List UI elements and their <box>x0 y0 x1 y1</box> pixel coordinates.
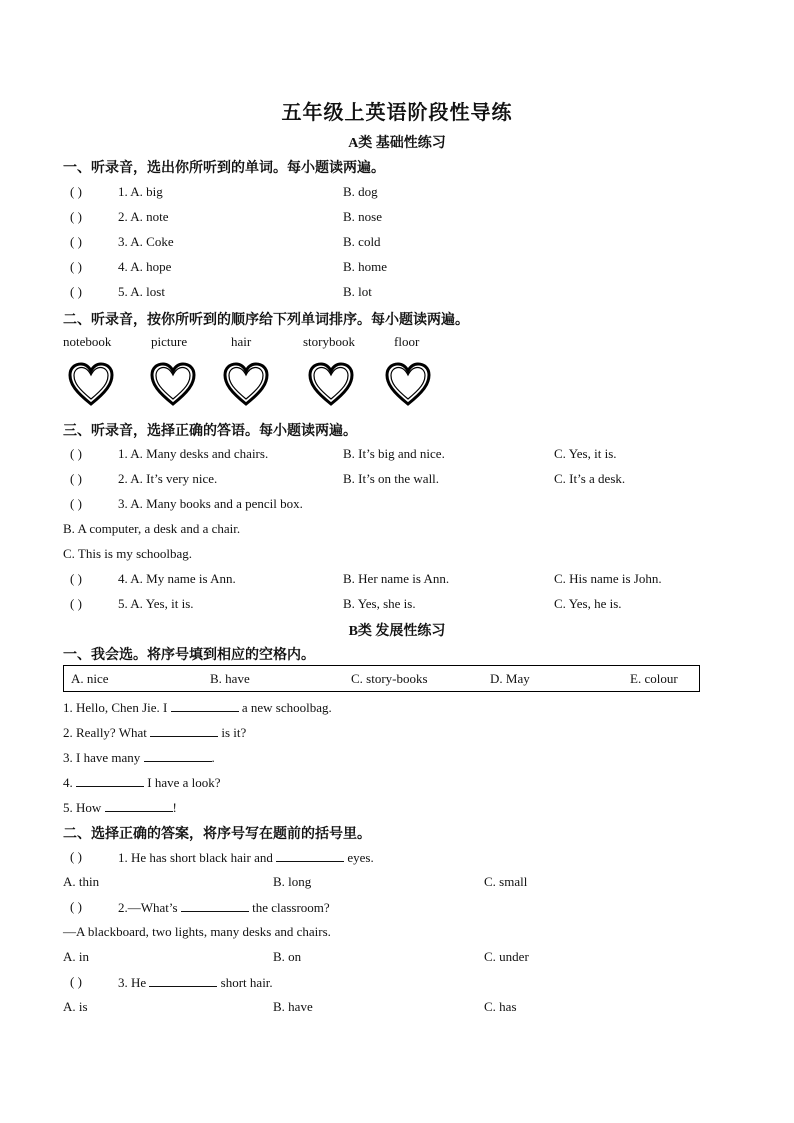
section-a-part3-heading: 三、听录音，选择正确的答语。每小题读两遍。 <box>63 424 357 439</box>
option-b: B. Her name is Ann. <box>343 571 450 586</box>
word-bank-option-c: C. story-books <box>351 671 428 686</box>
section-b-part2-heading: 二、选择正确的答案，将序号写在题前的括号里。 <box>63 827 371 842</box>
question-text: the classroom? <box>248 900 330 915</box>
option-a: 4. A. hope <box>118 259 172 274</box>
sentence-text: 4. <box>63 775 76 790</box>
answer-blank[interactable] <box>149 974 217 987</box>
option-c: C. His name is John. <box>554 571 662 586</box>
heart-icon[interactable] <box>68 362 114 408</box>
option-a: 5. A. lost <box>118 284 165 299</box>
option-b[interactable]: B. long <box>273 874 312 889</box>
question-text: eyes. <box>344 850 374 865</box>
option-b: B. cold <box>343 234 381 249</box>
option-a: 3. A. Coke <box>118 234 174 249</box>
option-a: 3. A. Many books and a pencil box. <box>118 496 303 511</box>
word-bank-option-b: B. have <box>210 671 250 686</box>
section-b-label: B类 发展性练习 <box>348 624 446 639</box>
answer-paren[interactable]: ( ) <box>70 471 82 486</box>
option-c[interactable]: C. has <box>484 999 517 1014</box>
option-b: B. lot <box>343 284 372 299</box>
option-a[interactable]: A. in <box>63 949 89 964</box>
option-c: C. Yes, it is. <box>554 446 617 461</box>
section-a-label: A类 基础性练习 <box>348 136 446 151</box>
word-bank-box <box>63 665 700 692</box>
fill-sentence-5 <box>63 799 177 816</box>
question-text: 3. He <box>118 975 150 990</box>
option-b: B. nose <box>343 209 382 224</box>
word-bank-option-a: A. nice <box>71 671 109 686</box>
fill-sentence-1 <box>63 699 332 716</box>
answer-paren[interactable]: ( ) <box>70 974 82 989</box>
option-b: B. dog <box>343 184 378 199</box>
question-stem <box>118 899 330 916</box>
sentence-text: ! <box>172 800 177 815</box>
option-a: 2. A. note <box>118 209 169 224</box>
part3-item-3-option-c: C. This is my schoolbag. <box>63 546 193 561</box>
answer-paren[interactable]: ( ) <box>70 234 82 249</box>
question-text: short hair. <box>217 975 273 990</box>
sentence-text: I have a look? <box>144 775 221 790</box>
option-c[interactable]: C. under <box>484 949 529 964</box>
answer-paren[interactable]: ( ) <box>70 899 82 914</box>
option-a: 1. A. big <box>118 184 163 199</box>
answer-paren[interactable]: ( ) <box>70 849 82 864</box>
word-hair: hair <box>231 334 252 349</box>
answer-blank[interactable] <box>181 899 249 912</box>
option-b: B. It’s on the wall. <box>343 471 440 486</box>
heart-icon[interactable] <box>385 362 431 408</box>
heart-icon[interactable] <box>223 362 269 408</box>
answer-paren[interactable]: ( ) <box>70 446 82 461</box>
question-stem <box>118 974 273 991</box>
sentence-text: is it? <box>218 725 247 740</box>
answer-paren[interactable]: ( ) <box>70 184 82 199</box>
option-c: C. Yes, he is. <box>554 596 622 611</box>
answer-blank[interactable] <box>105 799 173 812</box>
option-c: C. It’s a desk. <box>554 471 626 486</box>
fill-sentence-4 <box>63 774 221 791</box>
word-floor: floor <box>394 334 420 349</box>
sentence-text: . <box>211 750 215 765</box>
answer-blank[interactable] <box>171 699 239 712</box>
sentence-text: 5. How <box>63 800 105 815</box>
option-a: 5. A. Yes, it is. <box>118 596 194 611</box>
mc-question-2-answer: —A blackboard, two lights, many desks and chairs. <box>63 924 331 939</box>
answer-paren[interactable]: ( ) <box>70 571 82 586</box>
word-notebook: notebook <box>63 334 112 349</box>
option-c[interactable]: C. small <box>484 874 528 889</box>
option-b: B. home <box>343 259 388 274</box>
option-b[interactable]: B. have <box>273 999 313 1014</box>
answer-paren[interactable]: ( ) <box>70 596 82 611</box>
answer-blank[interactable] <box>76 774 144 787</box>
page-title: 五年级上英语阶段性导练 <box>281 102 513 124</box>
option-a: 1. A. Many desks and chairs. <box>118 446 269 461</box>
word-picture: picture <box>151 334 188 349</box>
option-b: B. It’s big and nice. <box>343 446 445 461</box>
sentence-text: a new schoolbag. <box>238 700 332 715</box>
question-text: 2.—What’s <box>118 900 181 915</box>
sentence-text: 1. Hello, Chen Jie. I <box>63 700 171 715</box>
section-a-part2-heading: 二、听录音，按你所听到的顺序给下列单词排序。每小题读两遍。 <box>63 313 469 328</box>
option-a[interactable]: A. is <box>63 999 88 1014</box>
question-stem <box>118 849 374 866</box>
word-bank-option-e: E. colour <box>630 671 678 686</box>
heart-icon[interactable] <box>150 362 196 408</box>
word-bank-option-d: D. May <box>490 671 530 686</box>
answer-paren[interactable]: ( ) <box>70 209 82 224</box>
answer-blank[interactable] <box>150 724 218 737</box>
fill-sentence-2 <box>63 724 246 741</box>
option-b: B. Yes, she is. <box>343 596 416 611</box>
answer-blank[interactable] <box>144 749 212 762</box>
option-b[interactable]: B. on <box>273 949 302 964</box>
option-a: 2. A. It’s very nice. <box>118 471 218 486</box>
part3-item-3-option-b: B. A computer, a desk and a chair. <box>63 521 241 536</box>
question-text: 1. He has short black hair and <box>118 850 277 865</box>
heart-icon[interactable] <box>308 362 354 408</box>
fill-sentence-3 <box>63 749 215 766</box>
answer-blank[interactable] <box>276 849 344 862</box>
word-storybook: storybook <box>303 334 355 349</box>
sentence-text: 2. Really? What <box>63 725 151 740</box>
option-a[interactable]: A. thin <box>63 874 100 889</box>
sentence-text: 3. I have many <box>63 750 144 765</box>
section-b-part1-heading: 一、我会选。将序号填到相应的空格内。 <box>63 648 315 663</box>
section-a-part1-heading: 一、听录音，选出你所听到的单词。每小题读两遍。 <box>63 161 385 176</box>
answer-paren[interactable]: ( ) <box>70 259 82 274</box>
option-a: 4. A. My name is Ann. <box>118 571 236 586</box>
answer-paren[interactable]: ( ) <box>70 284 82 299</box>
answer-paren[interactable]: ( ) <box>70 496 82 511</box>
